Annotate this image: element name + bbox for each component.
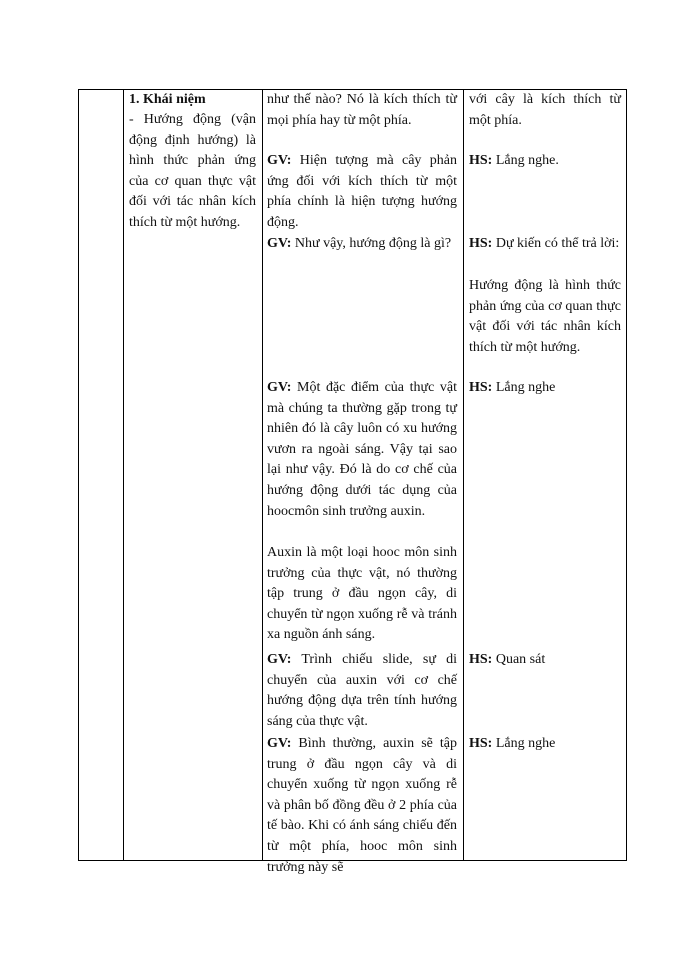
student-label: HS: [469,736,493,751]
lesson-table [78,89,627,875]
teacher-text: Trình chiếu slide, sự di chuyển của auxin với cơ chế hướng động dựa trên tính hướng sáng của thực vật. [267,652,458,729]
student-answer: Hướng động là hình thức phản ứng của cơ quan thực vật đối với tác nhân kích thích từ một hướng. [469,278,621,355]
teacher-label: GV: [267,652,292,667]
student-text-3 [469,234,621,255]
teacher-text: Như vậy, hướng động là gì? [294,236,452,251]
teacher-text: Một đặc điểm của thực vật mà chúng ta thường gặp trong tự nhiên đó là cây luôn có xu hướng vươn ra ngoài sáng. Vậy tại sao lại như vậy. Đó là do cơ chế của hướng động dưới tác dụng của hoocmôn sinh trưởng auxin. [267,380,458,519]
table-left-border [78,89,79,861]
column-divider-3 [463,89,464,861]
student-text-1: với cây là kích thích từ một phía. [469,92,621,128]
teacher-text-1: như thế nào? Nó là kích thích từ mọi phía hay từ một phía. [267,92,457,128]
student-text-5 [469,650,621,671]
concept-heading: 1. Khái niệm [129,92,206,107]
student-text-2 [469,151,621,172]
student-label: HS: [469,153,493,168]
teacher-text: Bình thường, auxin sẽ tập trung ở đầu ngọn cây và di chuyển xuống từ ngọn xuống rễ và phân bố đồng đều ở 2 phía của tế bào. Khi có ánh sáng chiếu đến từ một phía, hooc môn sinh trưởng này sẽ [267,736,457,875]
teacher-label: GV: [267,380,292,395]
concept-body: - Hướng động (vận động định hướng) là hình thức phản ứng của cơ quan thực vật đối với tác nhân kích thích từ một hướng. [129,112,256,230]
teacher-text-7 [267,734,457,878]
teacher-label: GV: [267,736,292,751]
teacher-label: GV: [267,236,292,251]
teacher-text-5: Auxin là một loại hooc môn sinh trưởng của thực vật, nó thường tập trung ở đầu ngọn cây, di chuyển từ ngọn xuống rễ và tránh xa nguồn ánh sáng. [267,545,457,643]
teacher-label: GV: [267,153,292,168]
concept-heading-block [129,90,256,111]
student-text: Lắng nghe. [495,153,559,168]
student-label: HS: [469,380,493,395]
student-text-4 [469,378,621,399]
table-right-border [626,89,627,861]
student-text: Dự kiến có thể trả lời: [495,236,620,251]
student-text-6 [469,734,621,755]
column-divider-2 [262,89,263,861]
student-label: HS: [469,652,493,667]
teacher-text-2 [267,151,457,233]
student-label: HS: [469,236,493,251]
student-text: Quan sát [495,652,546,667]
teacher-text: Hiện tượng mà cây phản ứng đối với kích thích từ một phía chính là hiện tượng hướng động. [267,153,458,230]
teacher-text-4 [267,378,457,522]
teacher-text-6 [267,650,457,732]
student-text: Lắng nghe [495,380,556,395]
teacher-text-3 [267,234,457,255]
column-divider-1 [123,89,124,861]
student-text: Lắng nghe [495,736,556,751]
